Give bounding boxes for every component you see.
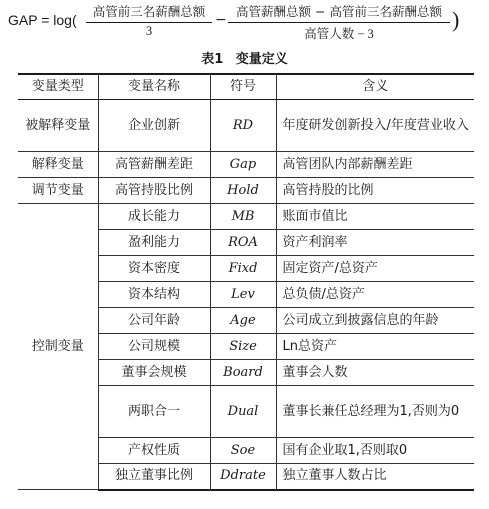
header-cell: 变量名称 xyxy=(98,74,210,100)
variable-name-cell: 独立董事比例 xyxy=(98,464,210,490)
meaning-cell: Ln总资产 xyxy=(276,334,474,360)
symbol-cell: Fixd xyxy=(210,256,276,282)
meaning-cell: 公司成立到披露信息的年龄 xyxy=(276,308,474,334)
variable-name-cell: 公司规模 xyxy=(98,334,210,360)
meaning-cell: 独立董事人数占比 xyxy=(276,464,474,490)
variable-name-cell: 两职合一 xyxy=(98,386,210,438)
variable-name-cell: 成长能力 xyxy=(98,204,210,230)
variable-type-cell: 解释变量 xyxy=(18,152,98,178)
meaning-cell: 总负债/总资产 xyxy=(276,282,474,308)
formula-lhs: GAP = log( xyxy=(8,12,77,28)
variable-name-cell: 资本结构 xyxy=(98,282,210,308)
symbol-cell: ROA xyxy=(210,230,276,256)
symbol-cell: Dual xyxy=(210,386,276,438)
meaning-cell: 高管持股的比例 xyxy=(276,178,474,204)
fraction-numerator: 高管薪酬总额 − 高管前三名薪酬总额 xyxy=(236,4,442,19)
variable-name-cell: 产权性质 xyxy=(98,438,210,464)
header-cell: 变量类型 xyxy=(18,74,98,100)
meaning-cell: 账面市值比 xyxy=(276,204,474,230)
meaning-cell: 董事长兼任总经理为1,否则为0 xyxy=(276,386,474,438)
fraction-denominator: 3 xyxy=(145,24,153,38)
symbol-cell: Age xyxy=(210,308,276,334)
fraction-bar xyxy=(228,22,450,23)
symbol-cell: MB xyxy=(210,204,276,230)
closing-paren: ) xyxy=(452,7,460,32)
symbol-cell: Ddrate xyxy=(210,464,276,490)
variable-name-cell: 董事会规模 xyxy=(98,360,210,386)
gap-formula xyxy=(0,0,489,44)
header-cell: 含义 xyxy=(276,74,474,100)
table-row xyxy=(18,100,474,152)
header-row xyxy=(18,74,474,100)
symbol-cell: Hold xyxy=(210,178,276,204)
meaning-cell: 高管团队内部薪酬差距 xyxy=(276,152,474,178)
table-title: 变量定义 xyxy=(235,52,288,67)
variable-name-cell: 盈利能力 xyxy=(98,230,210,256)
meaning-cell: 董事会人数 xyxy=(276,360,474,386)
table-caption xyxy=(0,48,489,67)
variable-definition-table-wrapper xyxy=(18,73,474,491)
variable-name-cell: 高管持股比例 xyxy=(98,178,210,204)
fraction-numerator: 高管前三名薪酬总额 xyxy=(92,4,206,19)
symbol-cell: RD xyxy=(210,100,276,152)
table-number: 表1 xyxy=(201,52,224,67)
meaning-cell: 资产利润率 xyxy=(276,230,474,256)
fraction-top-three xyxy=(86,2,212,39)
variable-definition-table xyxy=(18,73,474,491)
variable-name-cell: 高管薪酬差距 xyxy=(98,152,210,178)
variable-type-cell: 控制变量 xyxy=(18,204,98,490)
symbol-cell: Gap xyxy=(210,152,276,178)
fraction-bar xyxy=(86,22,212,23)
symbol-cell: Lev xyxy=(210,282,276,308)
variable-type-cell: 调节变量 xyxy=(18,178,98,204)
variable-type-cell: 被解释变量 xyxy=(18,100,98,152)
meaning-cell: 国有企业取1,否则取0 xyxy=(276,438,474,464)
minus-operator: − xyxy=(215,12,227,28)
variable-name-cell: 公司年龄 xyxy=(98,308,210,334)
symbol-cell: Soe xyxy=(210,438,276,464)
table-row xyxy=(18,204,474,230)
symbol-cell: Board xyxy=(210,360,276,386)
meaning-cell: 年度研发创新投入/年度营业收入 xyxy=(276,100,474,152)
symbol-cell: Size xyxy=(210,334,276,360)
header-cell: 符号 xyxy=(210,74,276,100)
fraction-denominator: 高管人数 − 3 xyxy=(304,27,374,41)
table-row xyxy=(18,152,474,178)
fraction-others xyxy=(228,2,450,42)
meaning-cell: 固定资产/总资产 xyxy=(276,256,474,282)
variable-name-cell: 企业创新 xyxy=(98,100,210,152)
variable-name-cell: 资本密度 xyxy=(98,256,210,282)
table-row xyxy=(18,178,474,204)
